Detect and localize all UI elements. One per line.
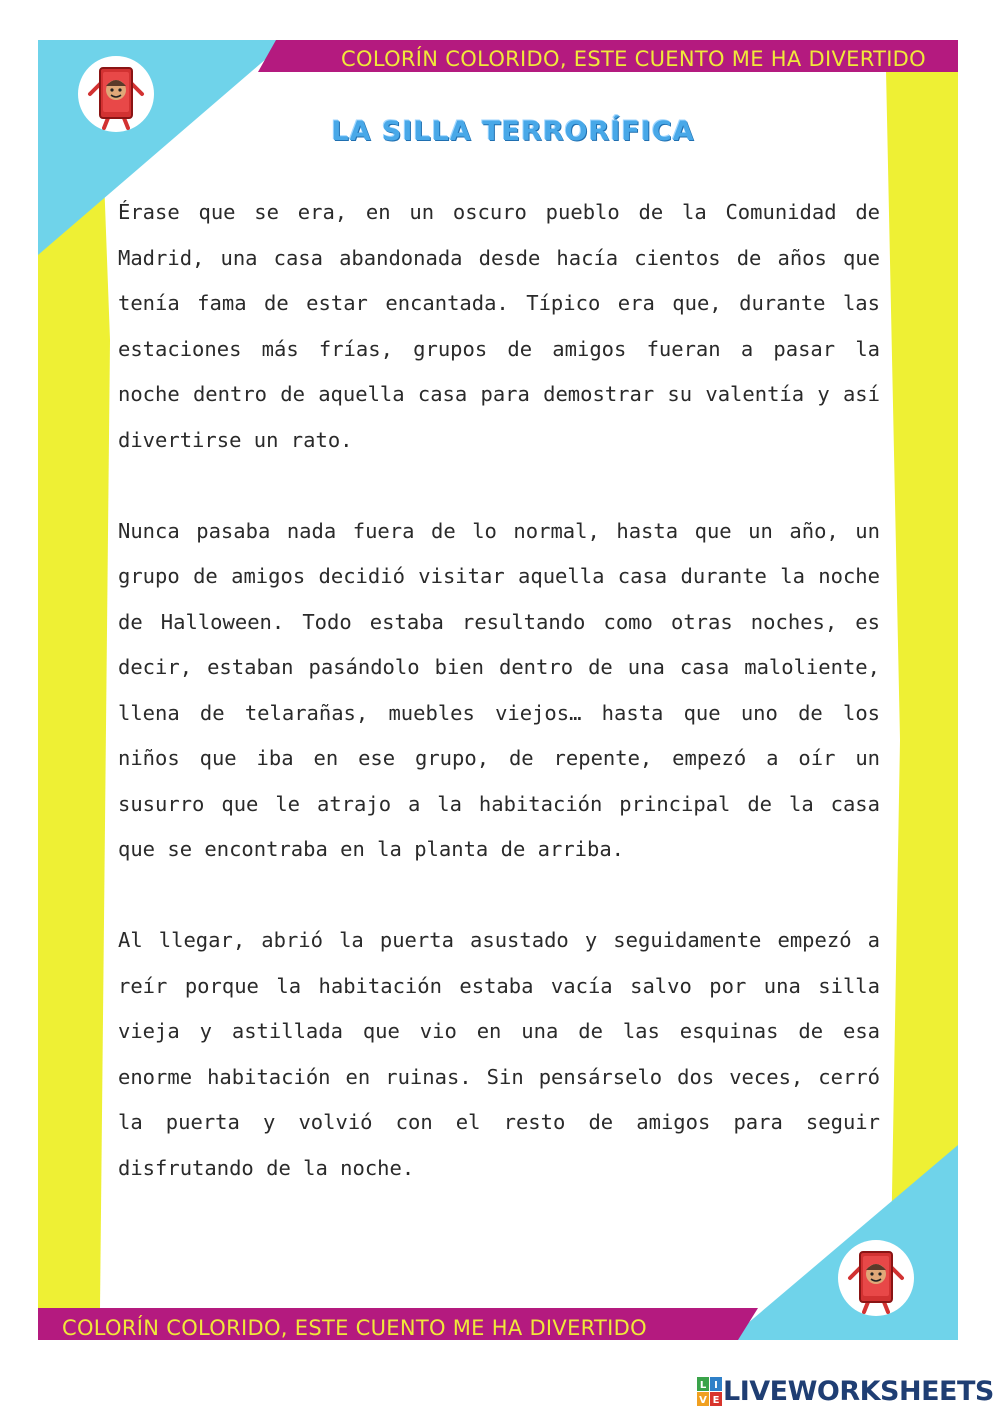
story-paragraph: Al llegar, abrió la puerta asustado y seguidamente empezó a reír porque la habitación estaba vacía salvo por una silla vieja y astillada que vio en una de las esquinas de esa enorme habitación en ruinas. Sin pensárselo dos veces, cerró la puerta y volvió con el resto de amigos para seguir disfrutando de la noche. — [118, 928, 880, 1180]
liveworksheets-logo[interactable] — [697, 1376, 994, 1407]
yellow-left-panel — [38, 70, 110, 1308]
top-banner-text: COLORÍN COLORIDO, ESTE CUENTO ME HA DIVERTIDO — [341, 47, 926, 71]
logo-icon-letter-1: L — [699, 1379, 707, 1391]
book-mascot-icon — [836, 1238, 916, 1318]
story-body — [118, 190, 880, 1191]
logo-icon-letter-4: E — [712, 1394, 720, 1406]
logo-icon-letter-2: I — [714, 1379, 718, 1391]
story-title: LA SILLA TERRORÍFICA — [331, 116, 695, 147]
liveworksheets-brand-text: LIVEWORKSHEETS — [723, 1376, 994, 1407]
story-paragraph: Nunca pasaba nada fuera de lo normal, hasta que un año, un grupo de amigos decidió visitar aquella casa durante la noche de Halloween. Todo estaba resultando como otras noches, es decir, estaban pasándolo bien dentro de una casa maloliente, llena de telarañas, muebles viejos… hasta que uno de los niños que iba en ese grupo, de repente, empezó a oír un susurro que le atrajo a la habitación principal de la casa que se encontraba en la planta de arriba. — [118, 518, 880, 861]
liveworksheets-logo-icon — [697, 1377, 723, 1407]
bottom-banner-text: COLORÍN COLORIDO, ESTE CUENTO ME HA DIVERTIDO — [62, 1316, 647, 1340]
story-paragraph: Érase que se era, en un oscuro pueblo de la Comunidad de Madrid, una casa abandonada desde hacía cientos de años que tenía fama de estar encantada. Típico era que, durante las estaciones más frías, grupos de amigos fueran a pasar la noche dentro de aquella casa para demostrar su valentía y así divertirse un rato. — [118, 200, 880, 452]
worksheet-page — [38, 40, 958, 1340]
logo-icon-letter-3: V — [699, 1394, 707, 1406]
